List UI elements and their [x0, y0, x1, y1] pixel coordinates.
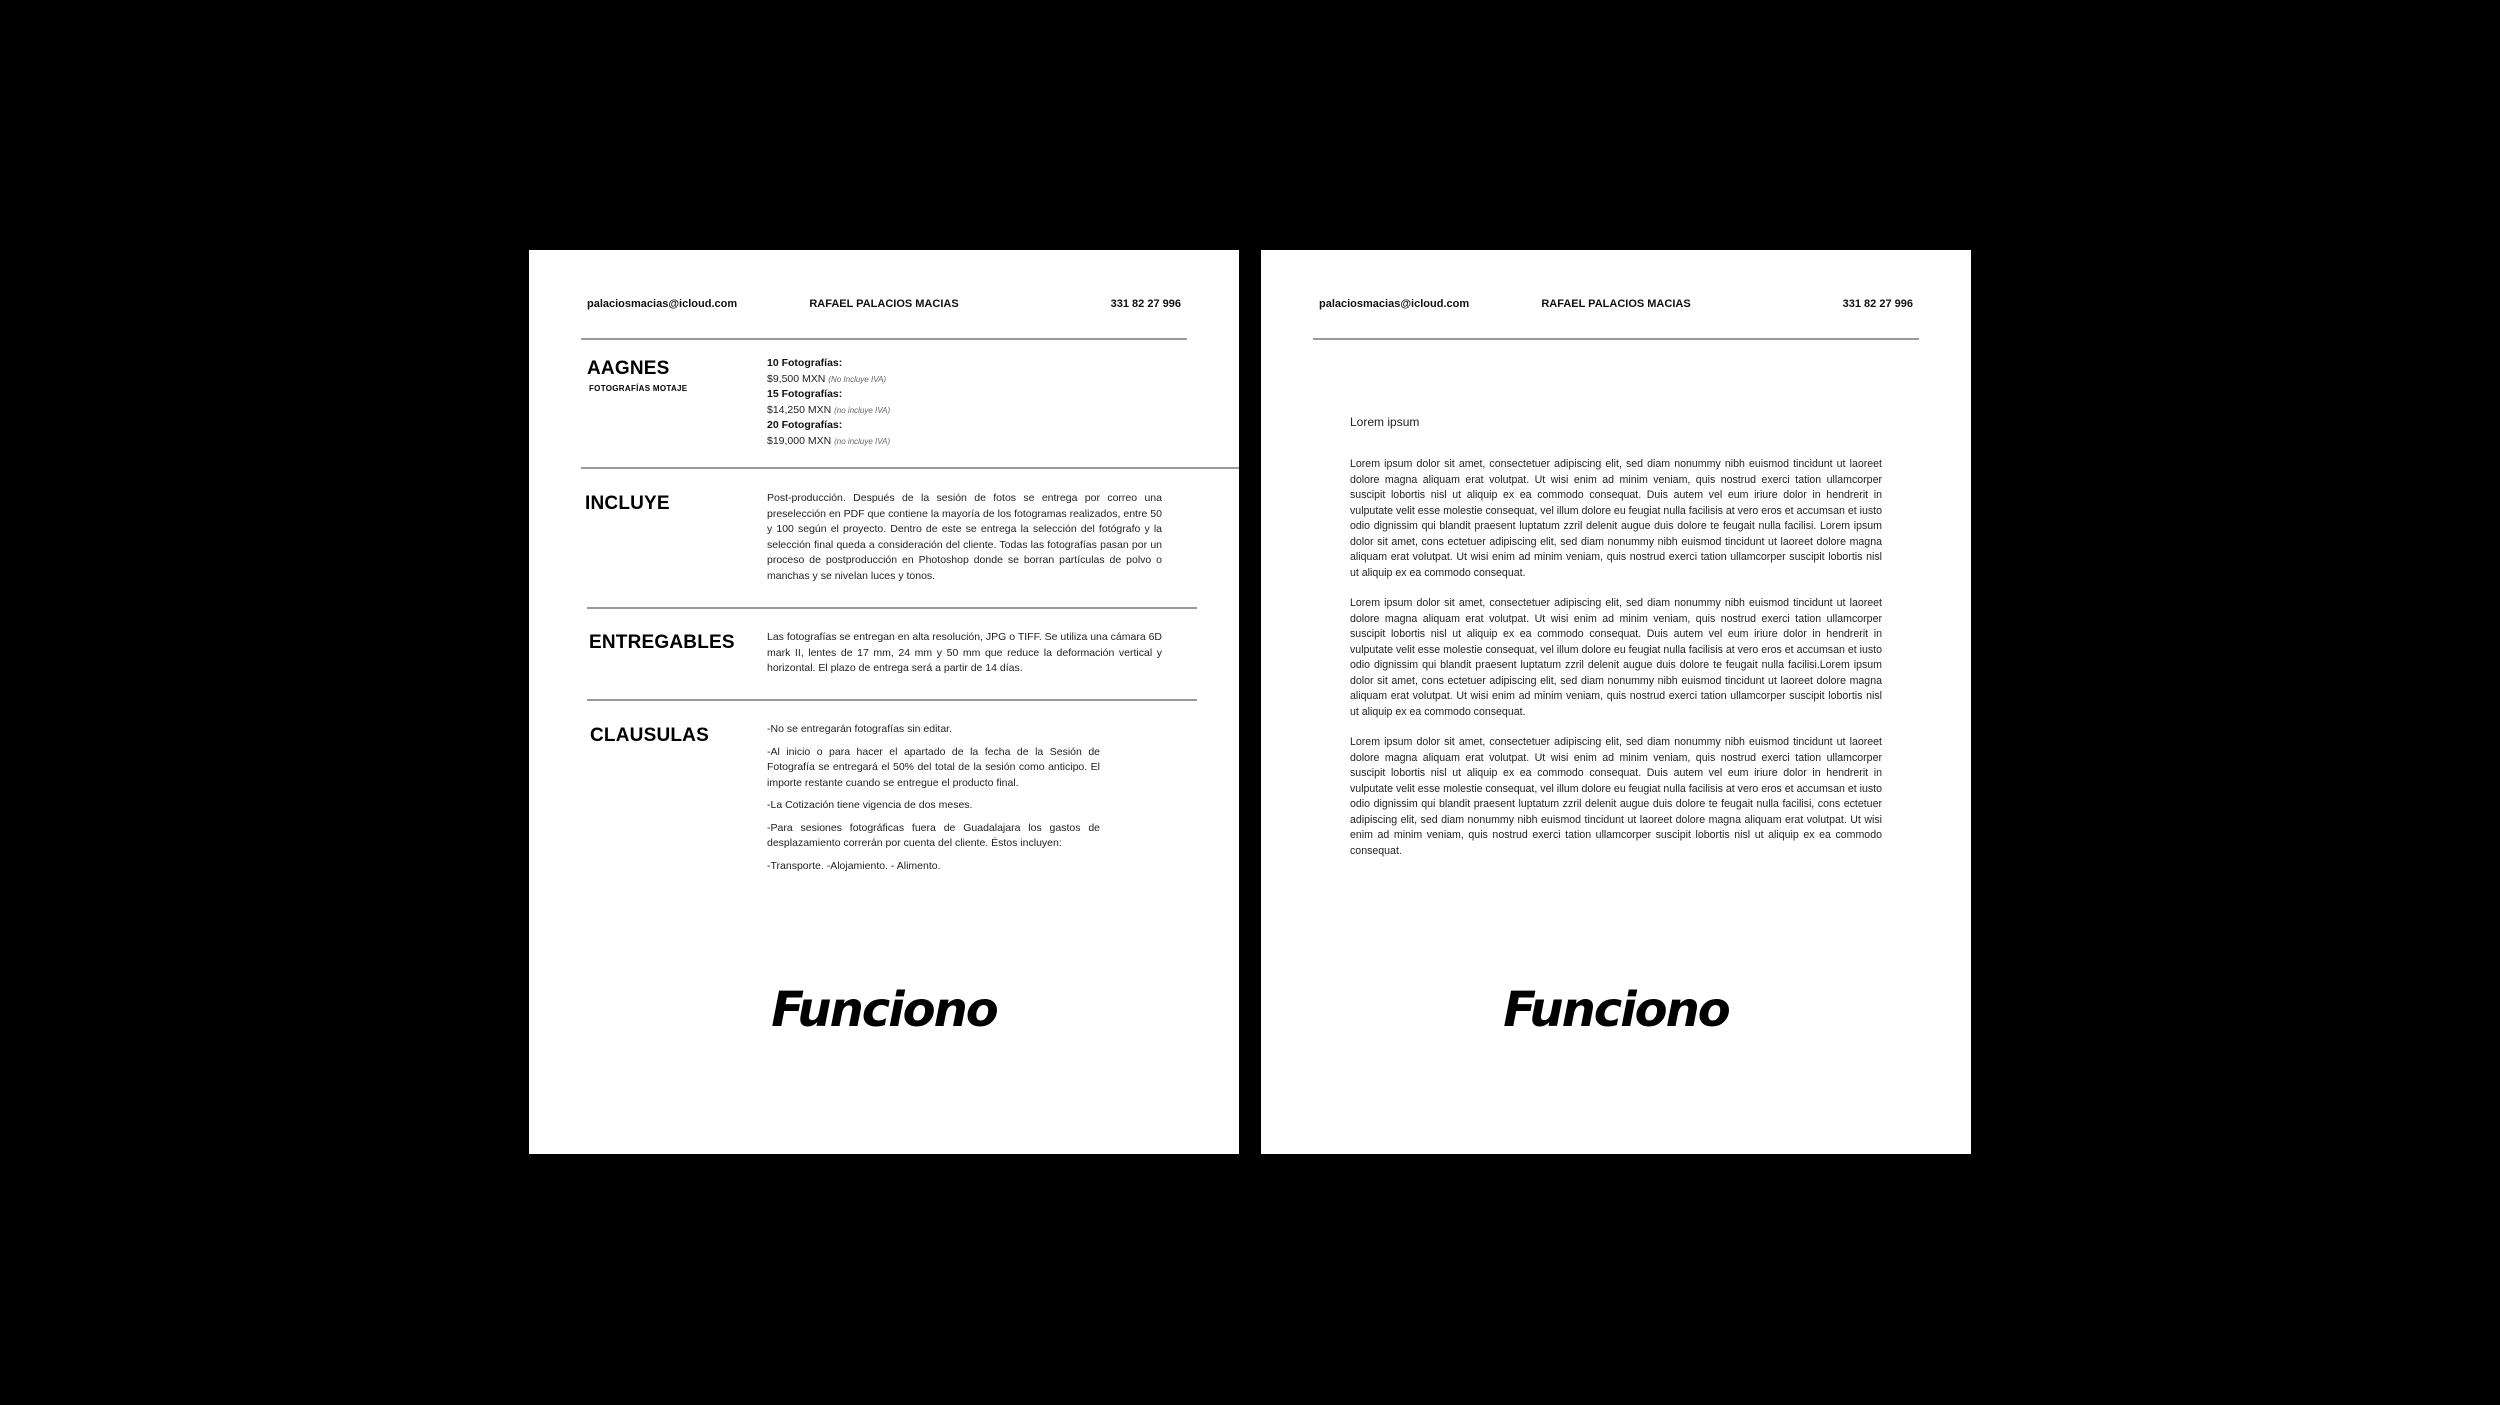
- price-label: 10 Fotografías:: [767, 357, 843, 369]
- header-phone: 331 82 27 996: [1110, 298, 1181, 310]
- section-subtitle-aagnes: FOTOGRAFÍAS MOTAJE: [589, 384, 688, 393]
- section-title-incluye: INCLUYE: [585, 493, 670, 514]
- funciono-logo: Funciono: [1503, 982, 1729, 1038]
- header-divider: [1313, 338, 1919, 340]
- section-title-aagnes: AAGNES: [587, 358, 670, 379]
- price-value: $9,500 MXN (No Incluye IVA): [767, 372, 887, 385]
- letter-title: Lorem ipsum: [1350, 415, 1420, 429]
- section-title-entregables: ENTREGABLES: [589, 632, 735, 653]
- letter-paragraph: Lorem ipsum dolor sit amet, consectetuer adipiscing elit, sed diam nonummy nibh euismod tincidunt ut laoreet dolore magna aliquam erat volutpat. Ut wisi enim ad minim veniam, quis nostrud exerci tation ullamcorper suscipit lobortis nisl ut aliquip ex ea commodo consequat. Duis autem vel eum iriure dolor in hendrerit in vulputate velit esse molestie consequat, vel illum dolore eu feugiat nulla facilisis at vero eros et accumsan et iusto odio dignissim qui blandit praesent luptatum zzril delenit augue duis dolore te feugait nulla facilisi. Lorem ipsum dolor sit amet, cons ectetuer adipiscing elit, sed diam nonummy nibh euismod tincidunt ut laoreet dolore magna aliquam erat volutpat. Ut wisi enim ad minim veniam, quis nostrud exerci tation ullamcorper suscipit lobortis nisl ut aliquip ex ea commodo consequat.: [1350, 458, 1882, 579]
- price-value: $19,000 MXN (no incluye IVA): [767, 434, 891, 447]
- section-divider: [581, 467, 1239, 469]
- header-name: RAFAEL PALACIOS MACIAS: [809, 298, 959, 310]
- header-phone: 331 82 27 996: [1842, 298, 1913, 310]
- entregables-text: Las fotografías se entregan en alta resolución, JPG o TIFF. Se utiliza una cámara 6D mark II, lentes de 17 mm, 24 mm y 50 mm que reduce la deformación vertical y horizontal. El plazo de entrega será a partir de 14 días.: [767, 631, 1162, 674]
- quote-page: [529, 250, 1239, 1154]
- clause-item: -Transporte. -Alojamiento. - Alimento.: [767, 859, 941, 872]
- header-email: palaciosmacias@icloud.com: [587, 298, 738, 310]
- price-list: [767, 356, 1162, 449]
- header-name: RAFAEL PALACIOS MACIAS: [1541, 298, 1691, 310]
- price-label: 20 Fotografías:: [767, 419, 843, 431]
- iva-note: (No Incluye IVA): [828, 374, 887, 384]
- header-divider: [581, 338, 1187, 340]
- price-value: $14,250 MXN (no incluye IVA): [767, 403, 891, 416]
- clausulas-list: [767, 722, 1100, 881]
- letter-paragraph: Lorem ipsum dolor sit amet, consectetuer adipiscing elit, sed diam nonummy nibh euismod tincidunt ut laoreet dolore magna aliquam erat volutpat. Ut wisi enim ad minim veniam, quis nostrud exerci tation ullamcorper suscipit lobortis nisl ut aliquip ex ea commodo consequat. Duis autem vel eum iriure dolor in hendrerit in vulputate velit esse molestie consequat, vel illum dolore eu feugiat nulla facilisis at vero eros et accumsan et iusto odio dignissim qui blandit praesent luptatum zzril delenit augue duis dolore te feugait nulla facilisi.Lorem ipsum dolor sit amet, cons ectetuer adipiscing elit, sed diam nonummy nibh euismod tincidunt ut laoreet dolore magna aliquam erat volutpat. Ut wisi enim ad minim veniam, quis nostrud exerci tation ullamcorper suscipit lobortis nisl ut aliquip ex ea commodo consequat.: [1350, 597, 1882, 718]
- clause-item: -Al inicio o para hacer el apartado de la fecha de la Sesión de Fotografía se entregará el 50% del total de la sesión como anticipo. El importe restante cuando se entregue el producto final.: [767, 745, 1100, 789]
- section-divider: [587, 699, 1197, 701]
- letter-paragraph: Lorem ipsum dolor sit amet, consectetuer adipiscing elit, sed diam nonummy nibh euismod tincidunt ut laoreet dolore magna aliquam erat volutpat. Ut wisi enim ad minim veniam, quis nostrud exerci tation ullamcorper suscipit lobortis nisl ut aliquip ex ea commodo consequat. Duis autem vel eum iriure dolor in hendrerit in vulputate velit esse molestie consequat, vel illum dolore eu feugiat nulla facilisis at vero eros et accumsan et iusto odio dignissim qui blandit praesent luptatum zzril delenit augue duis dolore te feugait nulla facilisi, cons ectetuer adipiscing elit, sed diam nonummy nibh euismod tincidunt ut laoreet dolore magna aliquam erat volutpat. Ut wisi enim ad minim veniam, quis nostrud exerci tation ullamcorper suscipit lobortis nisl ut aliquip ex ea commodo consequat.: [1350, 736, 1882, 857]
- funciono-logo: Funciono: [771, 982, 997, 1038]
- header-email: palaciosmacias@icloud.com: [1319, 298, 1470, 310]
- clause-item: -No se entregarán fotografías sin editar.: [767, 723, 953, 735]
- iva-note: (no incluye IVA): [834, 405, 891, 415]
- clause-item: -La Cotización tiene vigencia de dos meses.: [767, 799, 973, 811]
- section-divider: [587, 607, 1197, 609]
- incluye-text: Post-producción. Después de la sesión de fotos se entrega por correo una preselección en PDF que contiene la mayoría de los fotogramas realizados, entre 50 y 100 según el proyecto. Dentro de este se entrega la selección del fotógrafo y la selección final queda a consideración del cliente. Todas las fotografías pasan por un proceso de postproducción en Photoshop donde se borran partículas de polvo o manchas y se nivelan luces y tonos.: [767, 492, 1162, 582]
- section-title-clausulas: CLAUSULAS: [590, 725, 709, 746]
- clause-item: -Para sesiones fotográficas fuera de Guadalajara los gastos de desplazamiento correrán por cuenta del cliente. Éstos incluyen:: [767, 821, 1100, 849]
- letter-page: [1261, 250, 1971, 1154]
- price-label: 15 Fotografías:: [767, 388, 843, 400]
- iva-note: (no incluye IVA): [834, 436, 891, 446]
